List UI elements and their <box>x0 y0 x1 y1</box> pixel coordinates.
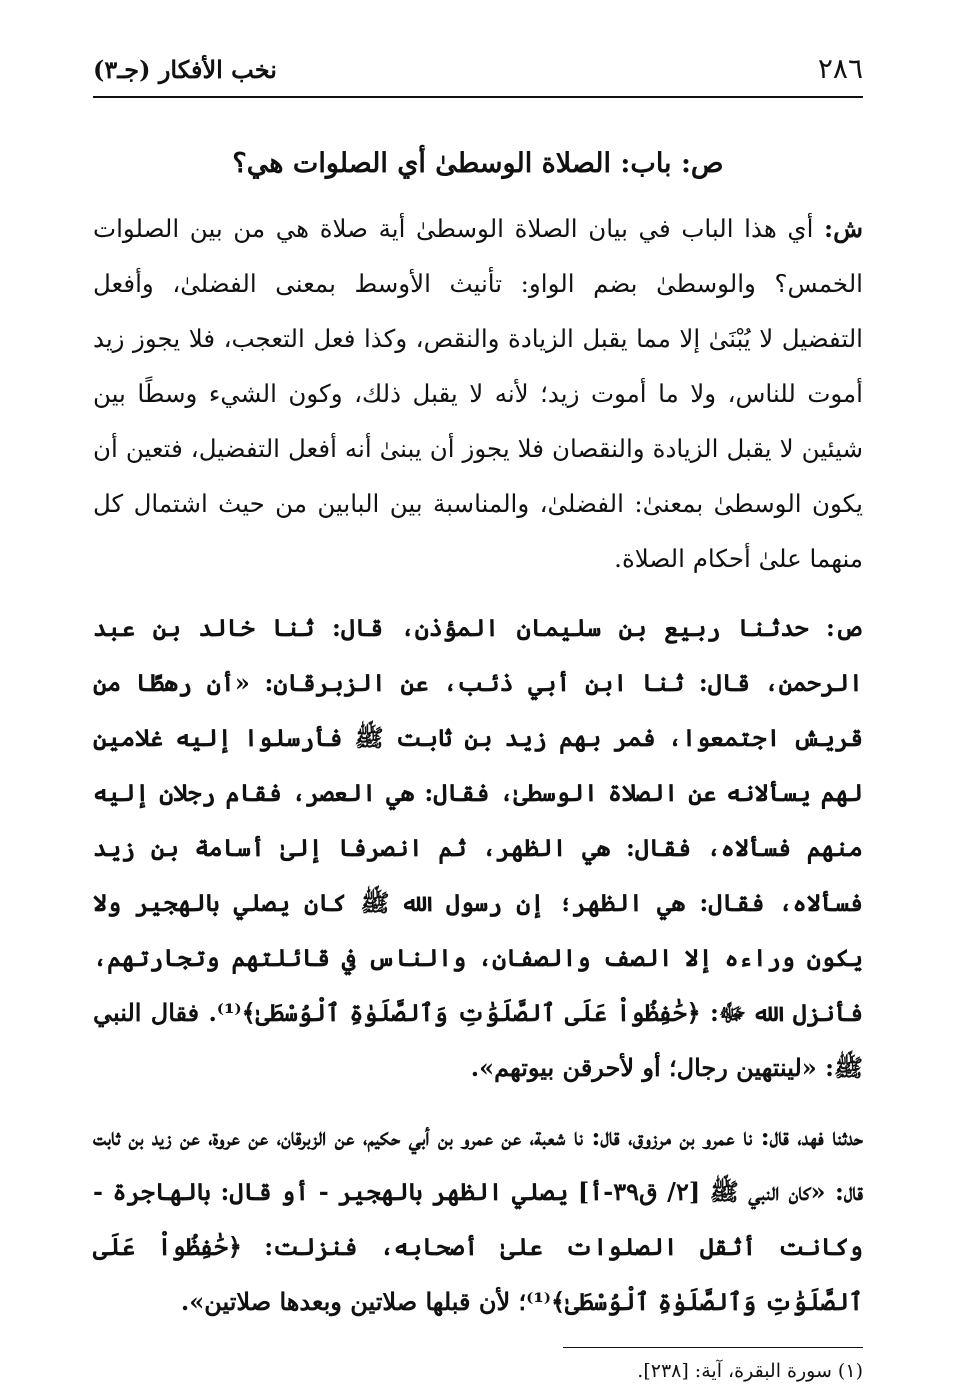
paragraph-marker: ش: <box>824 214 863 243</box>
book-title: نخب الأفكار (جـ٣) <box>93 55 277 84</box>
hadith-paragraph <box>93 600 863 1095</box>
book-page <box>93 52 863 1386</box>
page-number: ٢٨٦ <box>817 52 863 85</box>
paragraph-text: حدثنا فهد، قال: نا عمرو بن مرزوق، قال: نا شعبة، عن عمرو بن أبي حكيم، عن الزبرقان، عن عروة، عن زيد بن ثابت قال: «كان النبي ﷺ [٢/ ق٣٩-أ] يصلي الظهر بالهجير - أو قال: بالهاجرة - وكانت أثقل الصلوات علىٰ أصحابه، فنزلت: ﴿حَٰفِظُواْ عَلَى ٱلصَّلَوَٰتِ وَٱلصَّلَوٰةِ ٱلْوُسْطَىٰ﴾⁽¹⁾؛ لأن قبلها صلاتين وبعدها صلاتين». <box>93 1122 863 1316</box>
paragraph-text: حدثنا ربيع بن سليمان المؤذن، قال: ثنا خالد بن عبد الرحمن، قال: ثنا ابن أبي ذئب، عن الزبرقان: «أن رهطًا من قريش اجتمعوا، فمر بهم زيد بن ثابت ﷺ فأرسلوا إليه غلامين لهم يسألانه عن الصلاة الوسطىٰ، فقال: هي العصر، فقام رجلان إليه منهم فسألاه، فقال: هي الظهر، ثم انصرفا إلىٰ أسامة بن زيد فسألاه، فقال: هي الظهر؛ إن رسول الله ﷺ كان يصلي بالهجير ولا يكون وراءه إلا الصف والصفان، والناس في قائلتهم وتجارتهم، فأنزل الله ﷻ: ﴿حَٰفِظُواْ عَلَى ٱلصَّلَوَٰتِ وَٱلصَّلَوٰةِ ٱلْوُسْطَىٰ﴾⁽¹⁾. فقال النبي ﷺ: «لينتهين رجال؛ أو لأحرقن بيوتهم». <box>93 613 864 1082</box>
running-header <box>93 52 863 98</box>
footnote-divider <box>563 1347 863 1348</box>
hadith-paragraph <box>93 1109 863 1329</box>
paragraph-marker: ص: <box>826 613 863 642</box>
paragraph-text: أي هذا الباب في بيان الصلاة الوسطىٰ أية صلاة هي من بين الصلوات الخمس؟ والوسطىٰ بضم الواو: تأنيث الأوسط بمعنى الفضلىٰ، وأفعل التفضيل لا يُبْنَىٰ إلا مما يقبل الزيادة والنقص، وكذا فعل التعجب، فلا يجوز زيد أموت للناس، ولا ما أموت زيد؛ لأنه لا يقبل ذلك، وكون الشيء وسطًا بين شيئين لا يقبل الزيادة والنقصان فلا يجوز أن يبنىٰ أنه أفعل التفضيل، فتعين أن يكون الوسطىٰ بمعنىٰ: الفضلىٰ، والمناسبة بين البابين من حيث اشتمال كل منهما علىٰ أحكام الصلاة. <box>93 214 863 573</box>
chapter-title: ص: باب: الصلاة الوسطىٰ أي الصلوات هي؟ <box>232 148 724 179</box>
footnote: (١) سورة البقرة، آية: [٢٣٨]. <box>637 1360 863 1382</box>
commentary-paragraph <box>93 201 863 586</box>
